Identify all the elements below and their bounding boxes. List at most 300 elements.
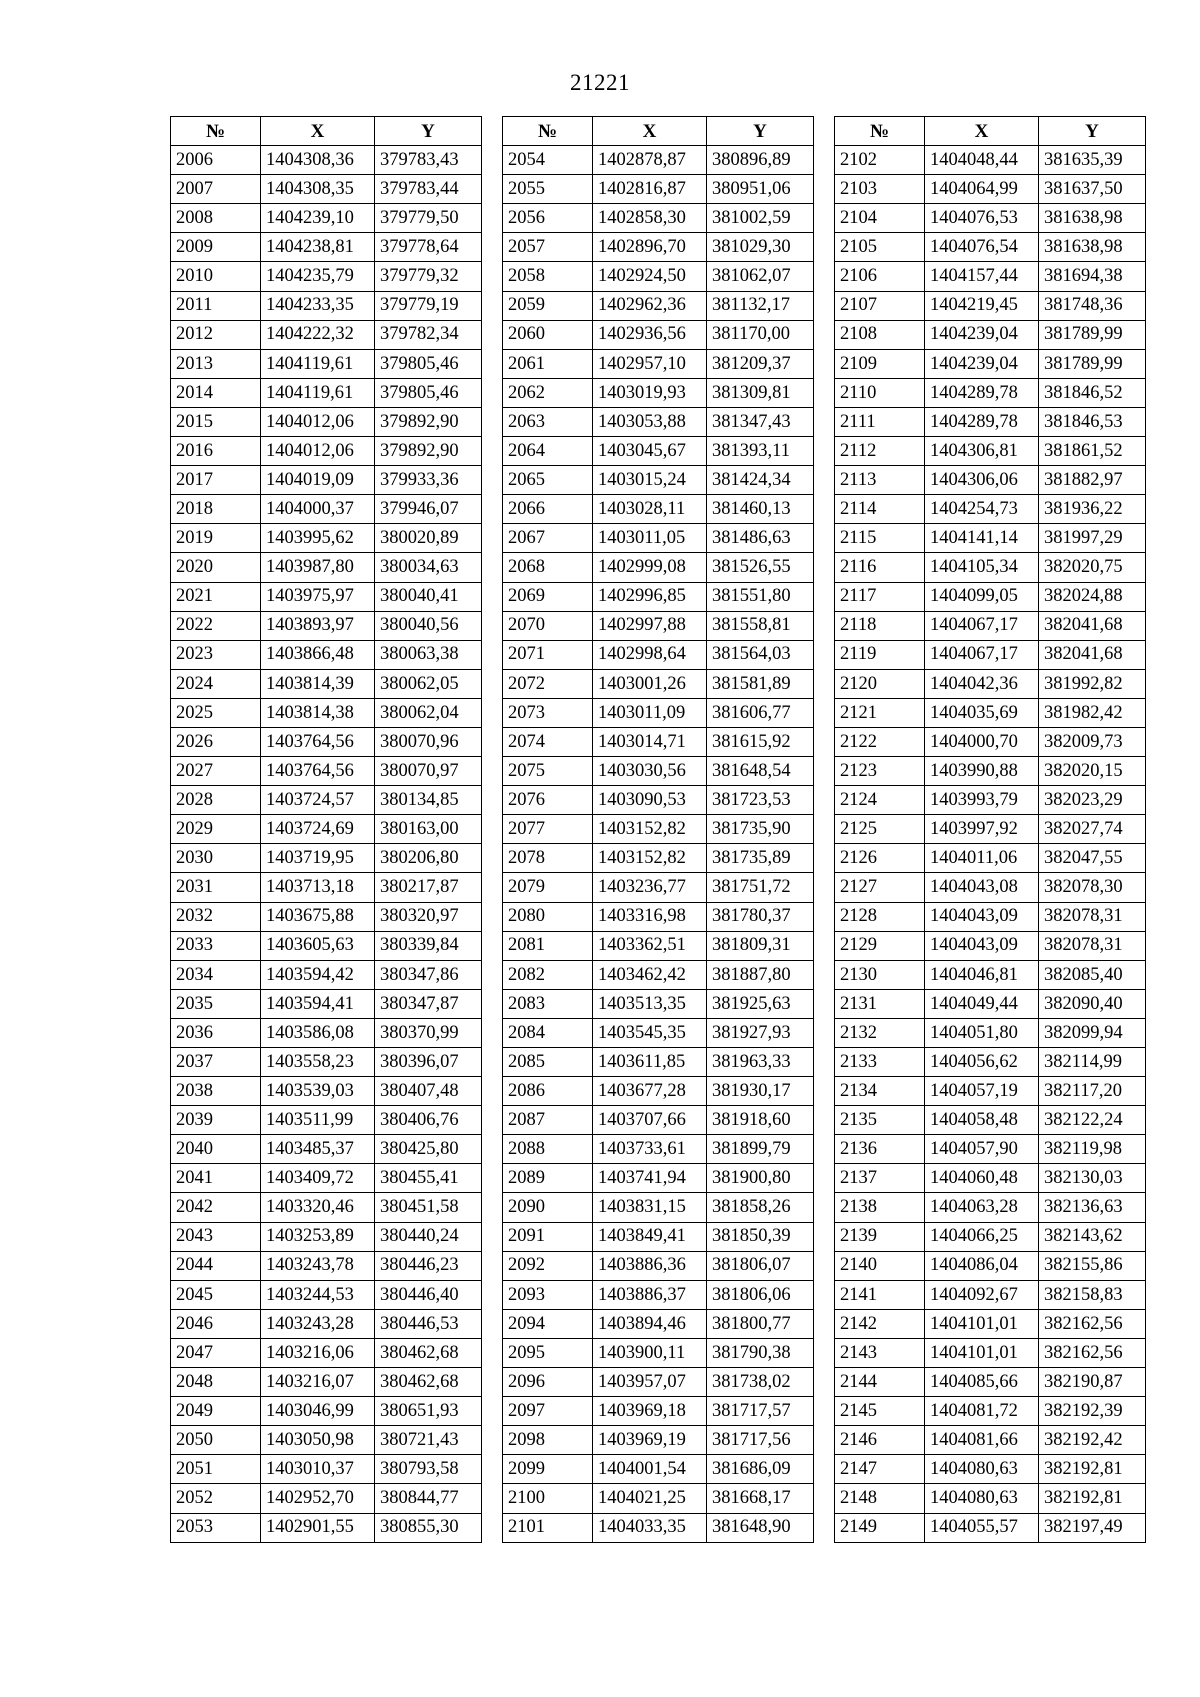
table-row [171, 989, 482, 1018]
x-coordinate-cell: 1404067,17 [925, 611, 1039, 640]
y-coordinate-cell: 382047,55 [1039, 844, 1146, 873]
point-number-cell: 2014 [171, 378, 261, 407]
y-coordinate-cell: 381347,43 [707, 407, 814, 436]
point-number-cell: 2064 [503, 437, 593, 466]
table-row [171, 1338, 482, 1367]
table-row [835, 1338, 1146, 1367]
point-number-cell: 2119 [835, 640, 925, 669]
table-row [503, 902, 814, 931]
y-coordinate-cell: 382009,73 [1039, 727, 1146, 756]
y-coordinate-cell: 381615,92 [707, 727, 814, 756]
point-number-cell: 2028 [171, 786, 261, 815]
x-coordinate-cell: 1403320,46 [261, 1193, 375, 1222]
table-row [503, 1484, 814, 1513]
y-coordinate-cell: 381963,33 [707, 1048, 814, 1077]
table-row [503, 437, 814, 466]
table-row [835, 989, 1146, 1018]
point-number-cell: 2065 [503, 466, 593, 495]
y-coordinate-cell: 381648,54 [707, 757, 814, 786]
y-coordinate-cell: 381526,55 [707, 553, 814, 582]
table-row [171, 1018, 482, 1047]
y-coordinate-cell: 380339,84 [375, 931, 482, 960]
y-coordinate-cell: 381930,17 [707, 1077, 814, 1106]
y-coordinate-cell: 381717,57 [707, 1397, 814, 1426]
table-row [171, 1106, 482, 1135]
table-row [503, 1164, 814, 1193]
y-coordinate-cell: 381735,90 [707, 815, 814, 844]
y-coordinate-cell: 380063,38 [375, 640, 482, 669]
table-row [835, 1048, 1146, 1077]
y-coordinate-cell: 380651,93 [375, 1397, 482, 1426]
point-number-cell: 2121 [835, 698, 925, 727]
point-number-cell: 2086 [503, 1077, 593, 1106]
x-coordinate-cell: 1404306,06 [925, 466, 1039, 495]
y-coordinate-cell: 382192,42 [1039, 1426, 1146, 1455]
x-coordinate-cell: 1403849,41 [593, 1222, 707, 1251]
x-coordinate-cell: 1403831,15 [593, 1193, 707, 1222]
x-coordinate-cell: 1403594,42 [261, 960, 375, 989]
table-row [171, 1484, 482, 1513]
x-coordinate-cell: 1403707,66 [593, 1106, 707, 1135]
x-coordinate-cell: 1404043,09 [925, 931, 1039, 960]
point-number-cell: 2013 [171, 349, 261, 378]
y-coordinate-cell: 379933,36 [375, 466, 482, 495]
point-number-cell: 2146 [835, 1426, 925, 1455]
table-header-row [171, 117, 482, 146]
y-coordinate-cell: 380462,68 [375, 1338, 482, 1367]
point-number-cell: 2042 [171, 1193, 261, 1222]
y-coordinate-cell: 380347,87 [375, 989, 482, 1018]
x-coordinate-cell: 1404141,14 [925, 524, 1039, 553]
table-row [503, 757, 814, 786]
x-coordinate-cell: 1404043,09 [925, 902, 1039, 931]
table-row [171, 582, 482, 611]
x-coordinate-cell: 1403046,99 [261, 1397, 375, 1426]
x-coordinate-cell: 1404105,34 [925, 553, 1039, 582]
point-number-cell: 2125 [835, 815, 925, 844]
point-number-cell: 2114 [835, 495, 925, 524]
y-coordinate-cell: 379783,43 [375, 146, 482, 175]
point-number-cell: 2087 [503, 1106, 593, 1135]
table-body [503, 146, 814, 1543]
table-row [835, 1077, 1146, 1106]
table-row [835, 786, 1146, 815]
x-coordinate-cell: 1404239,04 [925, 349, 1039, 378]
column-header-x: X [261, 117, 375, 146]
table-row [503, 640, 814, 669]
x-coordinate-cell: 1402997,88 [593, 611, 707, 640]
point-number-cell: 2052 [171, 1484, 261, 1513]
y-coordinate-cell: 381882,97 [1039, 466, 1146, 495]
table-row [503, 873, 814, 902]
table-row [171, 349, 482, 378]
x-coordinate-cell: 1404056,62 [925, 1048, 1039, 1077]
table-row [835, 727, 1146, 756]
y-coordinate-cell: 380446,23 [375, 1251, 482, 1280]
point-number-cell: 2122 [835, 727, 925, 756]
x-coordinate-cell: 1404058,48 [925, 1106, 1039, 1135]
x-coordinate-cell: 1403001,26 [593, 669, 707, 698]
point-number-cell: 2140 [835, 1251, 925, 1280]
column-header-number: № [503, 117, 593, 146]
x-coordinate-cell: 1403886,37 [593, 1280, 707, 1309]
x-coordinate-cell: 1404064,99 [925, 175, 1039, 204]
x-coordinate-cell: 1403741,94 [593, 1164, 707, 1193]
x-coordinate-cell: 1404080,63 [925, 1484, 1039, 1513]
y-coordinate-cell: 379805,46 [375, 378, 482, 407]
x-coordinate-cell: 1403990,88 [925, 757, 1039, 786]
point-number-cell: 2096 [503, 1368, 593, 1397]
point-number-cell: 2053 [171, 1513, 261, 1542]
table-row [503, 1193, 814, 1222]
x-coordinate-cell: 1404067,17 [925, 640, 1039, 669]
table-row [835, 757, 1146, 786]
table-row [171, 175, 482, 204]
table-row [171, 698, 482, 727]
table-row [503, 1426, 814, 1455]
point-number-cell: 2093 [503, 1280, 593, 1309]
x-coordinate-cell: 1404101,01 [925, 1338, 1039, 1367]
y-coordinate-cell: 380062,05 [375, 669, 482, 698]
x-coordinate-cell: 1403014,71 [593, 727, 707, 756]
x-coordinate-cell: 1404042,36 [925, 669, 1039, 698]
table-row [171, 466, 482, 495]
column-header-number: № [171, 117, 261, 146]
y-coordinate-cell: 381581,89 [707, 669, 814, 698]
x-coordinate-cell: 1403969,19 [593, 1426, 707, 1455]
y-coordinate-cell: 379783,44 [375, 175, 482, 204]
x-coordinate-cell: 1403243,78 [261, 1251, 375, 1280]
table-row [171, 262, 482, 291]
table-row [171, 437, 482, 466]
x-coordinate-cell: 1403893,97 [261, 611, 375, 640]
page-number: 21221 [570, 70, 630, 95]
point-number-cell: 2111 [835, 407, 925, 436]
table-row [835, 582, 1146, 611]
point-number-cell: 2081 [503, 931, 593, 960]
table-row [835, 1106, 1146, 1135]
point-number-cell: 2018 [171, 495, 261, 524]
point-number-cell: 2073 [503, 698, 593, 727]
table-row [503, 1251, 814, 1280]
x-coordinate-cell: 1402957,10 [593, 349, 707, 378]
table-row [171, 233, 482, 262]
point-number-cell: 2135 [835, 1106, 925, 1135]
table-row [835, 1222, 1146, 1251]
y-coordinate-cell: 380793,58 [375, 1455, 482, 1484]
point-number-cell: 2112 [835, 437, 925, 466]
x-coordinate-cell: 1404222,32 [261, 320, 375, 349]
x-coordinate-cell: 1403011,05 [593, 524, 707, 553]
y-coordinate-cell: 381637,50 [1039, 175, 1146, 204]
point-number-cell: 2133 [835, 1048, 925, 1077]
point-number-cell: 2131 [835, 989, 925, 1018]
y-coordinate-cell: 379778,64 [375, 233, 482, 262]
y-coordinate-cell: 381460,13 [707, 495, 814, 524]
y-coordinate-cell: 381694,38 [1039, 262, 1146, 291]
table-row [503, 1280, 814, 1309]
point-number-cell: 2030 [171, 844, 261, 873]
table-row [171, 1513, 482, 1542]
y-coordinate-cell: 379779,50 [375, 204, 482, 233]
x-coordinate-cell: 1404057,90 [925, 1135, 1039, 1164]
x-coordinate-cell: 1404085,66 [925, 1368, 1039, 1397]
point-number-cell: 2139 [835, 1222, 925, 1251]
table-row [835, 1368, 1146, 1397]
table-row [171, 757, 482, 786]
table-row [503, 698, 814, 727]
y-coordinate-cell: 381790,38 [707, 1338, 814, 1367]
x-coordinate-cell: 1404011,06 [925, 844, 1039, 873]
point-number-cell: 2102 [835, 146, 925, 175]
table-row [835, 873, 1146, 902]
column-header-number: № [835, 117, 925, 146]
x-coordinate-cell: 1402901,55 [261, 1513, 375, 1542]
y-coordinate-cell: 382143,62 [1039, 1222, 1146, 1251]
x-coordinate-cell: 1403045,67 [593, 437, 707, 466]
point-number-cell: 2024 [171, 669, 261, 698]
point-number-cell: 2039 [171, 1106, 261, 1135]
y-coordinate-cell: 381309,81 [707, 378, 814, 407]
point-number-cell: 2054 [503, 146, 593, 175]
table-row [503, 1077, 814, 1106]
x-coordinate-cell: 1404235,79 [261, 262, 375, 291]
table-row [503, 1106, 814, 1135]
y-coordinate-cell: 380217,87 [375, 873, 482, 902]
table-row [171, 1193, 482, 1222]
table-row [503, 1397, 814, 1426]
table-row [503, 1513, 814, 1542]
y-coordinate-cell: 379779,19 [375, 291, 482, 320]
x-coordinate-cell: 1403719,95 [261, 844, 375, 873]
y-coordinate-cell: 379892,90 [375, 407, 482, 436]
table-row [503, 175, 814, 204]
point-number-cell: 2079 [503, 873, 593, 902]
x-coordinate-cell: 1402896,70 [593, 233, 707, 262]
y-coordinate-cell: 379782,34 [375, 320, 482, 349]
table-row [835, 1193, 1146, 1222]
table-row [503, 1368, 814, 1397]
x-coordinate-cell: 1404035,69 [925, 698, 1039, 727]
y-coordinate-cell: 380062,04 [375, 698, 482, 727]
x-coordinate-cell: 1404289,78 [925, 407, 1039, 436]
table-row [503, 1135, 814, 1164]
x-coordinate-cell: 1402962,36 [593, 291, 707, 320]
y-coordinate-cell: 380034,63 [375, 553, 482, 582]
y-coordinate-cell: 382155,86 [1039, 1251, 1146, 1280]
y-coordinate-cell: 380396,07 [375, 1048, 482, 1077]
table-row [503, 495, 814, 524]
y-coordinate-cell: 381735,89 [707, 844, 814, 873]
point-number-cell: 2008 [171, 204, 261, 233]
x-coordinate-cell: 1404021,25 [593, 1484, 707, 1513]
x-coordinate-cell: 1404012,06 [261, 437, 375, 466]
x-coordinate-cell: 1403677,28 [593, 1077, 707, 1106]
table-row [503, 233, 814, 262]
point-number-cell: 2017 [171, 466, 261, 495]
x-coordinate-cell: 1403244,53 [261, 1280, 375, 1309]
y-coordinate-cell: 381850,39 [707, 1222, 814, 1251]
x-coordinate-cell: 1404289,78 [925, 378, 1039, 407]
y-coordinate-cell: 381751,72 [707, 873, 814, 902]
table-row [171, 407, 482, 436]
y-coordinate-cell: 381062,07 [707, 262, 814, 291]
y-coordinate-cell: 381789,99 [1039, 320, 1146, 349]
x-coordinate-cell: 1404000,37 [261, 495, 375, 524]
point-number-cell: 2022 [171, 611, 261, 640]
table-row [835, 524, 1146, 553]
table-row [171, 727, 482, 756]
x-coordinate-cell: 1402952,70 [261, 1484, 375, 1513]
table-row [835, 262, 1146, 291]
point-number-cell: 2148 [835, 1484, 925, 1513]
x-coordinate-cell: 1403030,56 [593, 757, 707, 786]
table-row [171, 902, 482, 931]
y-coordinate-cell: 380070,96 [375, 727, 482, 756]
x-coordinate-cell: 1403814,39 [261, 669, 375, 698]
x-coordinate-cell: 1404076,54 [925, 233, 1039, 262]
point-number-cell: 2097 [503, 1397, 593, 1426]
table-row [503, 349, 814, 378]
x-coordinate-cell: 1403316,98 [593, 902, 707, 931]
table-row [171, 1309, 482, 1338]
y-coordinate-cell: 381846,52 [1039, 378, 1146, 407]
x-coordinate-cell: 1403545,35 [593, 1018, 707, 1047]
coordinates-table-1 [170, 116, 482, 1543]
table-row [835, 611, 1146, 640]
x-coordinate-cell: 1404081,66 [925, 1426, 1039, 1455]
point-number-cell: 2074 [503, 727, 593, 756]
point-number-cell: 2011 [171, 291, 261, 320]
y-coordinate-cell: 382078,31 [1039, 902, 1146, 931]
table-row [171, 931, 482, 960]
x-coordinate-cell: 1404219,45 [925, 291, 1039, 320]
table-row [171, 1077, 482, 1106]
x-coordinate-cell: 1404076,53 [925, 204, 1039, 233]
y-coordinate-cell: 382197,49 [1039, 1513, 1146, 1542]
table-row [503, 1222, 814, 1251]
y-coordinate-cell: 382192,81 [1039, 1484, 1146, 1513]
table-row [503, 1048, 814, 1077]
y-coordinate-cell: 382162,56 [1039, 1338, 1146, 1367]
point-number-cell: 2103 [835, 175, 925, 204]
coordinates-table-3 [834, 116, 1146, 1543]
point-number-cell: 2070 [503, 611, 593, 640]
x-coordinate-cell: 1403724,57 [261, 786, 375, 815]
x-coordinate-cell: 1403028,11 [593, 495, 707, 524]
point-number-cell: 2063 [503, 407, 593, 436]
y-coordinate-cell: 380425,80 [375, 1135, 482, 1164]
x-coordinate-cell: 1404051,80 [925, 1018, 1039, 1047]
point-number-cell: 2056 [503, 204, 593, 233]
point-number-cell: 2080 [503, 902, 593, 931]
y-coordinate-cell: 380163,00 [375, 815, 482, 844]
x-coordinate-cell: 1404239,04 [925, 320, 1039, 349]
x-coordinate-cell: 1403090,53 [593, 786, 707, 815]
y-coordinate-cell: 380896,89 [707, 146, 814, 175]
y-coordinate-cell: 379946,07 [375, 495, 482, 524]
x-coordinate-cell: 1403605,63 [261, 931, 375, 960]
x-coordinate-cell: 1403975,97 [261, 582, 375, 611]
x-coordinate-cell: 1403993,79 [925, 786, 1039, 815]
point-number-cell: 2048 [171, 1368, 261, 1397]
y-coordinate-cell: 382099,94 [1039, 1018, 1146, 1047]
point-number-cell: 2132 [835, 1018, 925, 1047]
y-coordinate-cell: 382136,63 [1039, 1193, 1146, 1222]
table-row [503, 378, 814, 407]
point-number-cell: 2043 [171, 1222, 261, 1251]
table-row [171, 844, 482, 873]
y-coordinate-cell: 382024,88 [1039, 582, 1146, 611]
y-coordinate-cell: 381887,80 [707, 960, 814, 989]
y-coordinate-cell: 382190,87 [1039, 1368, 1146, 1397]
x-coordinate-cell: 1404033,35 [593, 1513, 707, 1542]
point-number-cell: 2060 [503, 320, 593, 349]
table-row [503, 960, 814, 989]
table-row [171, 611, 482, 640]
point-number-cell: 2062 [503, 378, 593, 407]
x-coordinate-cell: 1404049,44 [925, 989, 1039, 1018]
point-number-cell: 2092 [503, 1251, 593, 1280]
y-coordinate-cell: 380040,56 [375, 611, 482, 640]
point-number-cell: 2016 [171, 437, 261, 466]
point-number-cell: 2126 [835, 844, 925, 873]
table-row [503, 1309, 814, 1338]
y-coordinate-cell: 381002,59 [707, 204, 814, 233]
point-number-cell: 2071 [503, 640, 593, 669]
table-row [503, 611, 814, 640]
x-coordinate-cell: 1403866,48 [261, 640, 375, 669]
y-coordinate-cell: 381738,02 [707, 1368, 814, 1397]
x-coordinate-cell: 1403216,06 [261, 1338, 375, 1367]
y-coordinate-cell: 381132,17 [707, 291, 814, 320]
y-coordinate-cell: 379892,90 [375, 437, 482, 466]
y-coordinate-cell: 381789,99 [1039, 349, 1146, 378]
y-coordinate-cell: 381925,63 [707, 989, 814, 1018]
y-coordinate-cell: 381638,98 [1039, 233, 1146, 262]
y-coordinate-cell: 381170,00 [707, 320, 814, 349]
table-row [503, 844, 814, 873]
point-number-cell: 2021 [171, 582, 261, 611]
y-coordinate-cell: 381551,80 [707, 582, 814, 611]
table-row [171, 553, 482, 582]
x-coordinate-cell: 1404308,36 [261, 146, 375, 175]
y-coordinate-cell: 382020,15 [1039, 757, 1146, 786]
table-row [503, 1338, 814, 1367]
y-coordinate-cell: 380040,41 [375, 582, 482, 611]
point-number-cell: 2101 [503, 1513, 593, 1542]
point-number-cell: 2144 [835, 1368, 925, 1397]
table-row [171, 1368, 482, 1397]
point-number-cell: 2098 [503, 1426, 593, 1455]
y-coordinate-cell: 381858,26 [707, 1193, 814, 1222]
table-row [171, 1164, 482, 1193]
point-number-cell: 2029 [171, 815, 261, 844]
point-number-cell: 2069 [503, 582, 593, 611]
y-coordinate-cell: 382117,20 [1039, 1077, 1146, 1106]
point-number-cell: 2045 [171, 1280, 261, 1309]
x-coordinate-cell: 1403019,93 [593, 378, 707, 407]
x-coordinate-cell: 1404001,54 [593, 1455, 707, 1484]
point-number-cell: 2082 [503, 960, 593, 989]
table-row [835, 1484, 1146, 1513]
x-coordinate-cell: 1404012,06 [261, 407, 375, 436]
point-number-cell: 2009 [171, 233, 261, 262]
x-coordinate-cell: 1403362,51 [593, 931, 707, 960]
x-coordinate-cell: 1404019,09 [261, 466, 375, 495]
table-row [171, 146, 482, 175]
table-row [835, 349, 1146, 378]
